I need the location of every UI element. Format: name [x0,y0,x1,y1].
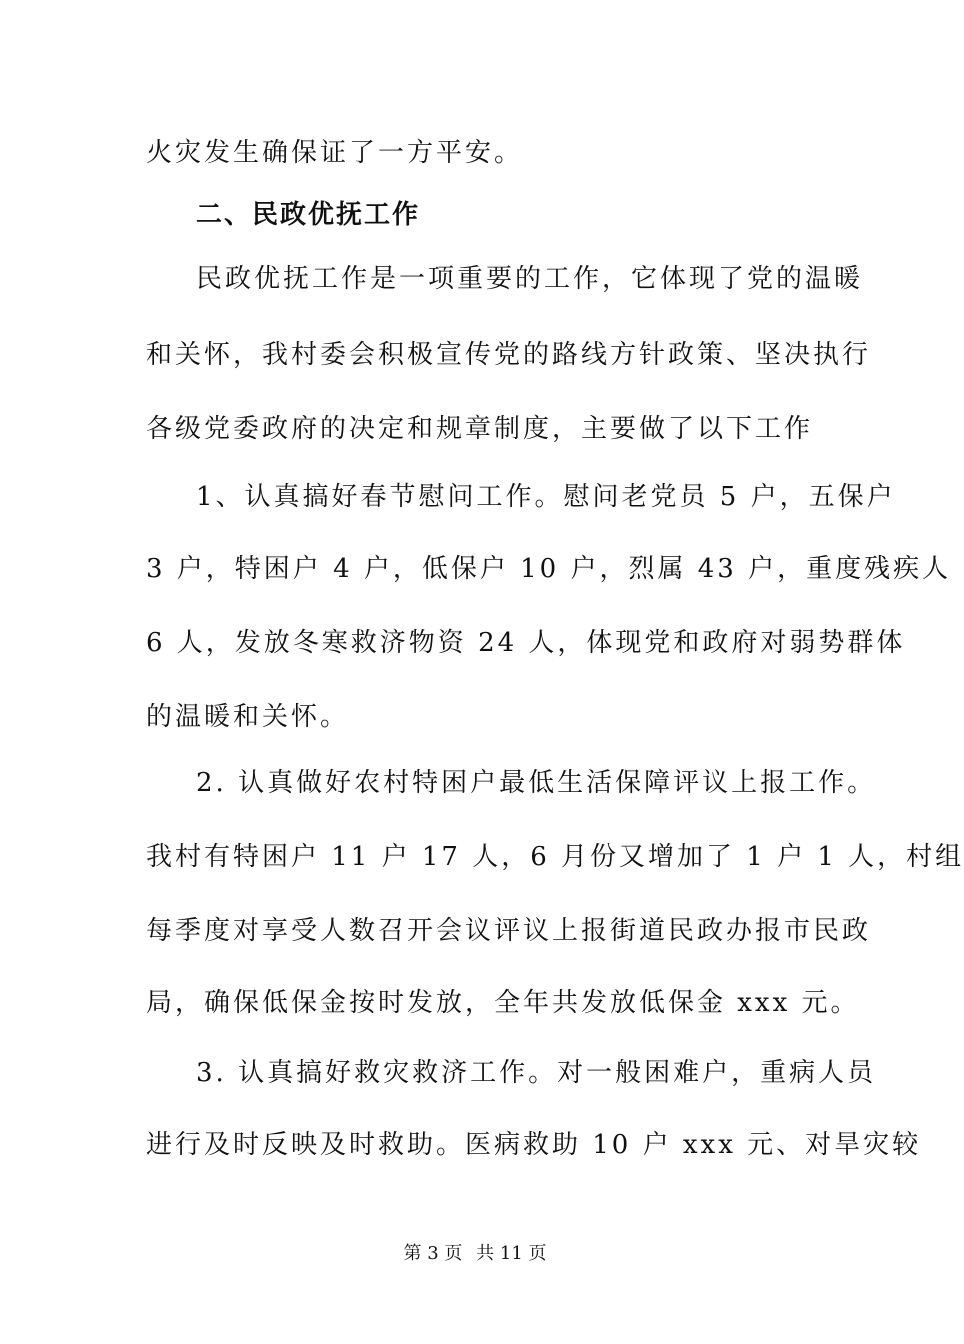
paragraph-line: 3. 认真搞好救灾救济工作。对一般困难户，重病人员 [196,1058,877,1088]
section-heading: 二、民政优抚工作 [196,200,421,230]
paragraph-line: 3 户，特困户 4 户，低保户 10 户，烈属 43 户，重度残疾人 [146,554,952,584]
paragraph-line: 6 人，发放冬寒救济物资 24 人，体现党和政府对弱势群体 [146,628,906,658]
page-number: 第 3 页 [403,1243,463,1264]
paragraph-line: 和关怀，我村委会积极宣传党的路线方针政策、坚决执行 [146,340,872,370]
page-total: 共 11 页 [476,1243,547,1264]
paragraph-line: 每季度对享受人数召开会议评议上报街道民政办报市民政 [146,916,872,946]
paragraph-line: 各级党委政府的决定和规章制度，主要做了以下工作 [146,414,814,444]
paragraph-line: 2. 认真做好农村特困户最低生活保障评议上报工作。 [196,768,877,798]
paragraph-line: 我村有特困户 11 户 17 人，6 月份又增加了 1 户 1 人，村组 [146,842,964,872]
page-footer [0,1242,950,1266]
paragraph-line: 1、认真搞好春节慰问工作。慰问老党员 5 户，五保户 [196,482,896,512]
paragraph-line: 进行及时反映及时救助。医病救助 10 户 xxx 元、对旱灾较 [146,1130,922,1160]
paragraph-line: 局，确保低保金按时发放，全年共发放低保金 xxx 元。 [146,988,860,1018]
paragraph-line: 民政优抚工作是一项重要的工作，它体现了党的温暖 [196,264,864,294]
text-line: 火灾发生确保证了一方平安。 [146,138,524,168]
paragraph-line: 的温暖和关怀。 [146,702,350,732]
